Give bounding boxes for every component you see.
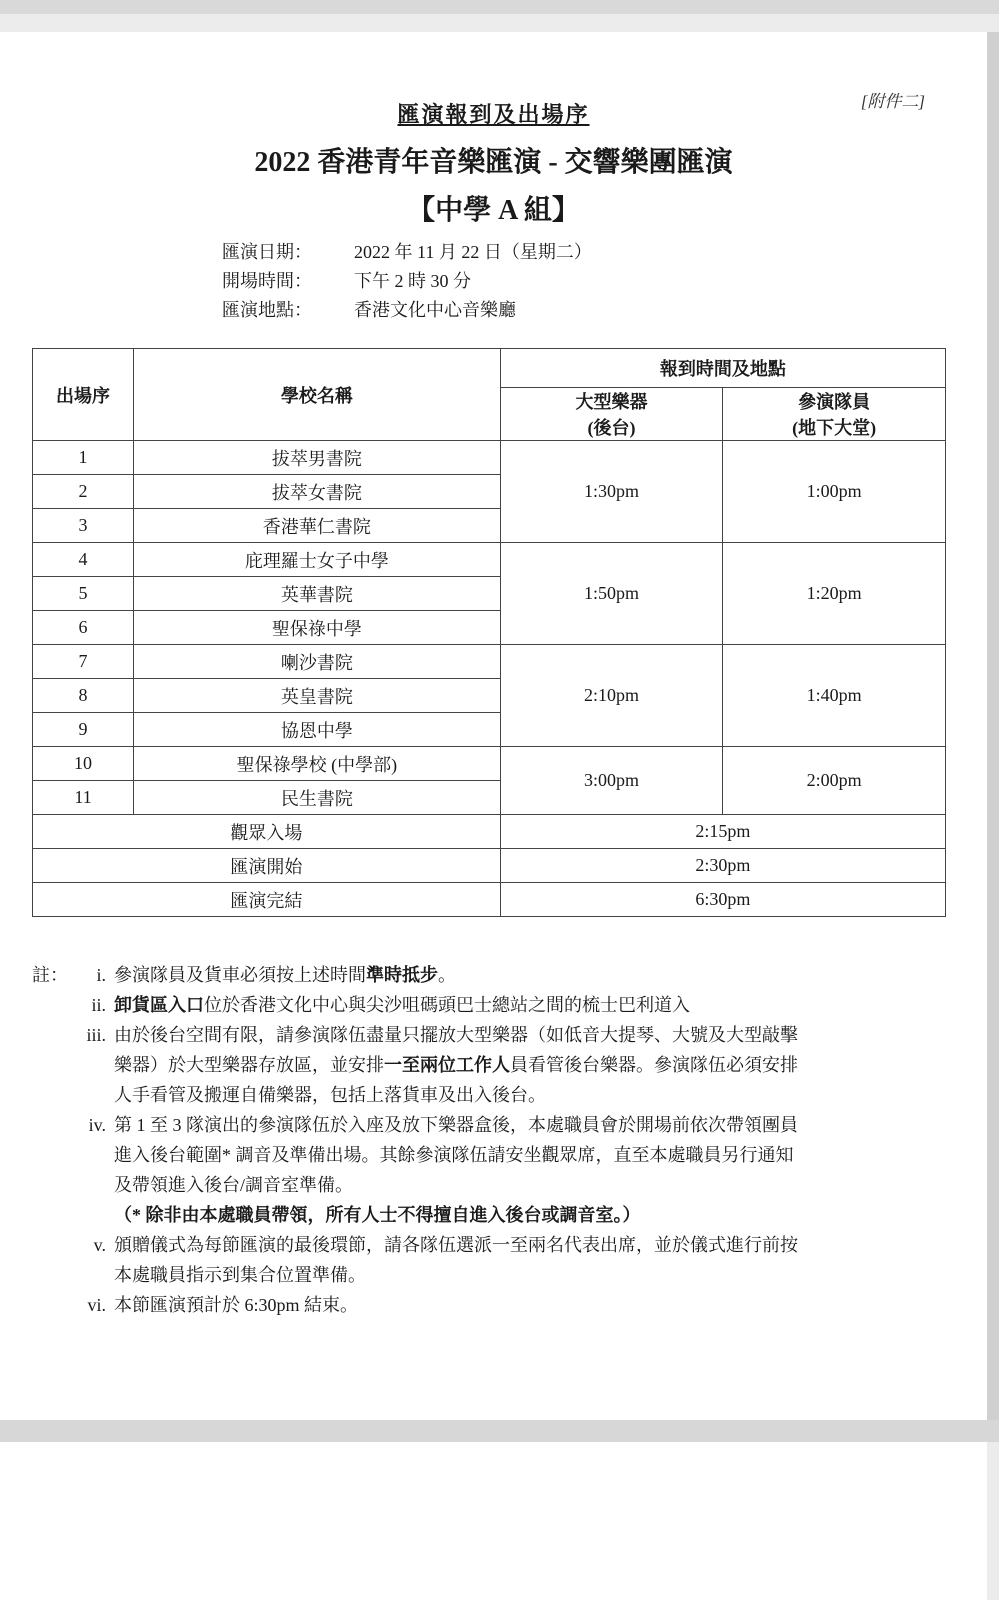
header-report: 報到時間及地點 — [500, 349, 945, 388]
large-time-cell: 3:00pm — [500, 747, 723, 815]
note-iv: iv. 第 1 至 3 隊演出的參演隊伍於入座及放下樂器盒後，本處職員會於開場前依次帶領團員 進入後台範圍* 調音及準備出場。其餘參演隊伍請安坐觀眾席，直至本處職員另行通知 及帶領進入後台/調音室準備。 （* 除非由本處職員帶領，所有人士不得擅自進入後台或調音室。） — [32, 1110, 932, 1230]
order-cell: 10 — [33, 747, 134, 781]
school-cell: 聖保祿學校 (中學部) — [134, 747, 501, 781]
table-footer-row — [33, 883, 946, 917]
note-number: v. — [93, 1235, 106, 1255]
order-cell: 8 — [33, 679, 134, 713]
note-number: iv. — [88, 1115, 106, 1135]
school-cell: 協恩中學 — [134, 713, 501, 747]
note-number: i. — [96, 965, 106, 985]
school-cell: 香港華仁書院 — [134, 509, 501, 543]
footer-label-cell: 匯演完結 — [33, 883, 501, 917]
annex-label: [附件二] — [860, 92, 925, 111]
footer-time-cell: 2:15pm — [500, 815, 945, 849]
order-cell: 11 — [33, 781, 134, 815]
notes-heading: 註： — [32, 965, 68, 985]
page-separator — [0, 1420, 999, 1442]
viewer-top-bar — [0, 0, 999, 14]
school-cell: 英皇書院 — [134, 679, 501, 713]
info-venue — [222, 296, 516, 322]
header-order: 出場序 — [33, 349, 134, 441]
note-iv-warning: （* 除非由本處職員帶領，所有人士不得擅自進入後台或調音室。） — [114, 1205, 641, 1225]
order-cell: 7 — [33, 645, 134, 679]
note-number: vi. — [87, 1295, 106, 1315]
info-time — [222, 267, 471, 293]
footer-label-cell: 匯演開始 — [33, 849, 501, 883]
school-cell: 庇理羅士女子中學 — [134, 543, 501, 577]
header-members: 參演隊員 (地下大堂) — [723, 388, 946, 441]
large-time-cell: 1:30pm — [500, 441, 723, 543]
table-footer-row — [33, 849, 946, 883]
header-school: 學校名稱 — [134, 349, 501, 441]
next-document-page — [0, 1442, 987, 1600]
order-cell: 9 — [33, 713, 134, 747]
order-cell: 5 — [33, 577, 134, 611]
header-large-instruments: 大型樂器 (後台) — [500, 388, 723, 441]
table-row — [33, 441, 946, 475]
group-title: 【中學 A 組】 — [407, 195, 580, 226]
info-value: 2022 年 11 月 22 日（星期二） — [354, 242, 592, 262]
school-cell: 拔萃女書院 — [134, 475, 501, 509]
footer-time-cell: 2:30pm — [500, 849, 945, 883]
schedule-table — [32, 348, 946, 917]
note-ii: ii. 卸貨區入口位於香港文化中心與尖沙咀碼頭巴士總站之間的梳士巴利道入 — [32, 990, 932, 1020]
members-time-cell: 1:20pm — [723, 543, 946, 645]
table-row — [33, 645, 946, 679]
note-number: iii. — [86, 1025, 106, 1045]
school-cell: 英華書院 — [134, 577, 501, 611]
document-page — [0, 32, 987, 1420]
notes-section — [32, 960, 932, 1320]
order-cell: 2 — [33, 475, 134, 509]
school-cell: 聖保祿中學 — [134, 611, 501, 645]
school-cell: 拔萃男書院 — [134, 441, 501, 475]
table-row — [33, 543, 946, 577]
order-cell: 4 — [33, 543, 134, 577]
info-value: 香港文化中心音樂廳 — [354, 300, 516, 320]
document-title: 匯演報到及出場序 — [397, 102, 590, 127]
school-cell: 喇沙書院 — [134, 645, 501, 679]
order-cell: 3 — [33, 509, 134, 543]
table-footer-row — [33, 815, 946, 849]
school-cell: 民生書院 — [134, 781, 501, 815]
page-edge-shadow — [987, 32, 999, 1420]
members-time-cell: 2:00pm — [723, 747, 946, 815]
note-number: ii. — [91, 995, 106, 1015]
footer-label-cell: 觀眾入場 — [33, 815, 501, 849]
note-v: v. 頒贈儀式為每節匯演的最後環節，請各隊伍選派一至兩名代表出席，並於儀式進行前按 本處職員指示到集合位置準備。 — [32, 1230, 932, 1290]
info-value: 下午 2 時 30 分 — [354, 271, 471, 291]
info-label: 匯演地點： — [222, 300, 312, 320]
order-cell: 6 — [33, 611, 134, 645]
event-title: 2022 香港青年音樂匯演 - 交響樂團匯演 — [254, 147, 733, 178]
info-label: 匯演日期： — [222, 242, 312, 262]
note-i: 註： i. 參演隊員及貨車必須按上述時間準時抵步。 — [32, 960, 932, 990]
info-label: 開場時間： — [222, 271, 312, 291]
info-date — [222, 238, 592, 264]
members-time-cell: 1:40pm — [723, 645, 946, 747]
footer-time-cell: 6:30pm — [500, 883, 945, 917]
note-vi: vi. 本節匯演預計於 6:30pm 結束。 — [32, 1290, 932, 1320]
note-iii: iii. 由於後台空間有限，請參演隊伍盡量只擺放大型樂器（如低音大提琴、大號及大型敲擊 樂器）於大型樂器存放區，並安排一至兩位工作人員看管後台樂器。參演隊伍必須安排 人手看管及搬運自備樂器，包括上落貨車及出入後台。 — [32, 1020, 932, 1110]
large-time-cell: 1:50pm — [500, 543, 723, 645]
order-cell: 1 — [33, 441, 134, 475]
table-row — [33, 747, 946, 781]
members-time-cell: 1:00pm — [723, 441, 946, 543]
large-time-cell: 2:10pm — [500, 645, 723, 747]
